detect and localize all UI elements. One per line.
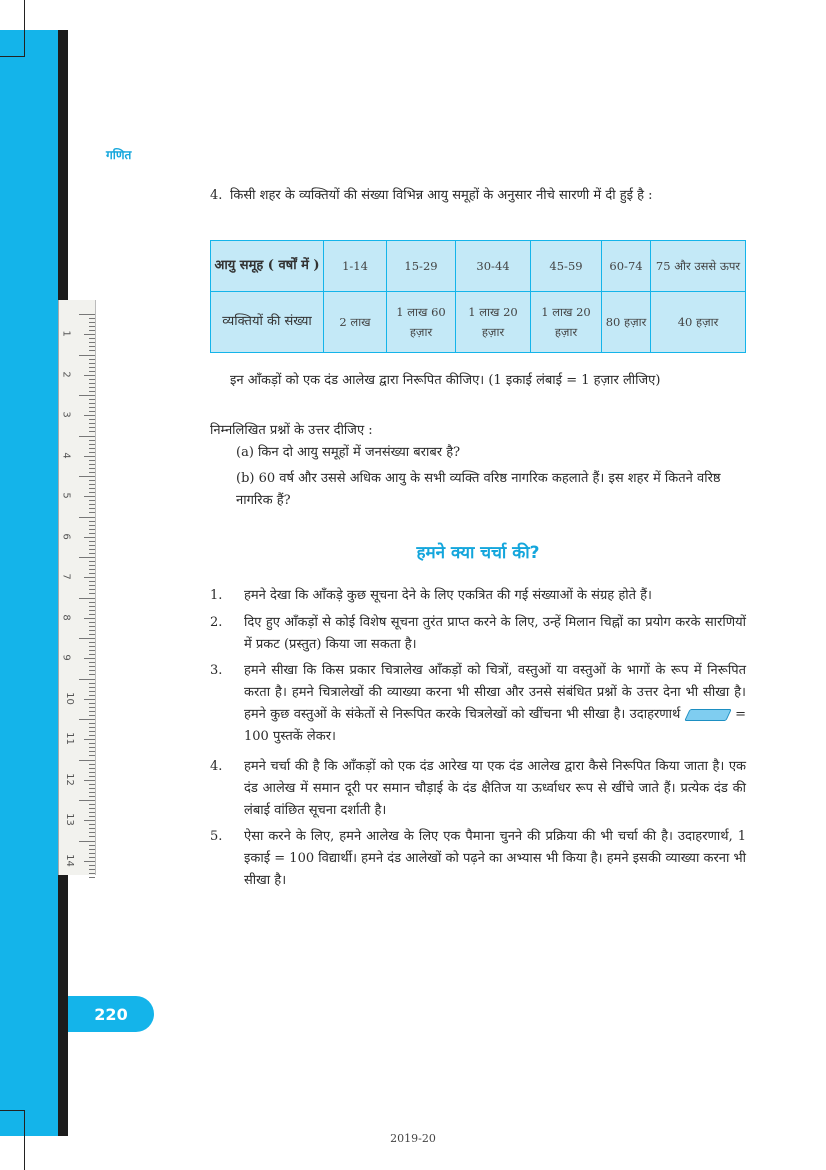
ruler-tick: [89, 816, 95, 817]
ruler-tick: [89, 626, 95, 627]
ruler-tick: [89, 472, 95, 473]
ruler-tick: [84, 739, 95, 740]
ruler-tick: [89, 431, 95, 432]
ruler-tick: [89, 812, 95, 813]
ruler-tick: [84, 780, 95, 781]
ruler-tick: [89, 541, 95, 542]
ruler-tick: [89, 383, 95, 384]
summary-point-5: [210, 826, 746, 892]
ruler-tick: [89, 521, 95, 522]
ruler-number: 5: [60, 492, 72, 499]
ruler-tick: [89, 776, 95, 777]
ruler-tick: [84, 496, 95, 497]
ruler-tick: [89, 602, 95, 603]
ruler-tick: [89, 853, 95, 854]
ruler-tick: [89, 869, 95, 870]
ruler-tick: [89, 836, 95, 837]
ruler-tick: [89, 342, 95, 343]
ruler-tick: [89, 565, 95, 566]
summary-point-1: [210, 585, 746, 607]
point-number: 3.: [210, 663, 223, 678]
table-cell: 1-14: [324, 241, 387, 292]
ruler-tick: [89, 379, 95, 380]
point-number: 5.: [210, 829, 223, 844]
ruler-number: 10: [63, 691, 75, 705]
ruler-tick: [79, 841, 95, 842]
ruler-number: 6: [60, 532, 72, 540]
page-number-tab: 220: [68, 996, 154, 1032]
ruler-number: 3: [60, 411, 72, 418]
ruler-tick: [89, 423, 95, 424]
summary-point-4: [210, 756, 746, 822]
table-header-age-group: आयु समूह ( वर्षों में ): [211, 241, 324, 292]
ruler-number: 11: [63, 732, 75, 745]
ruler-image: [58, 300, 96, 875]
table-cell: 15-29: [387, 241, 456, 292]
ruler-tick: [84, 577, 95, 578]
ruler-tick: [89, 784, 95, 785]
ruler-tick: [84, 375, 95, 376]
ruler-tick: [89, 346, 95, 347]
ruler-tick: [89, 448, 95, 449]
question-part-b: (b) 60 वर्ष और उससे अधिक आयु के सभी व्यक्ति वरिष्ठ नागरिक कहलाते हैं। इस शहर में कितने वरिष्ठ नागरिक हैं?: [236, 471, 721, 508]
ruler-tick: [89, 832, 95, 833]
ruler-tick: [89, 622, 95, 623]
ruler-number: 14: [63, 853, 75, 867]
ruler-tick: [89, 411, 95, 412]
ruler-tick: [89, 488, 95, 489]
ruler-tick: [89, 581, 95, 582]
ruler-tick: [89, 322, 95, 323]
ruler-number: 4: [60, 451, 72, 459]
ruler-tick: [89, 480, 95, 481]
ruler-tick: [89, 674, 95, 675]
ruler-tick: [89, 427, 95, 428]
table-row-counts: [211, 292, 746, 353]
ruler-tick: [89, 695, 95, 696]
ruler-tick: [89, 796, 95, 797]
ruler-tick: [89, 403, 95, 404]
ruler-tick: [89, 545, 95, 546]
section-heading: हमने क्या चर्चा की?: [416, 543, 540, 563]
ruler-tick: [89, 747, 95, 748]
question-part-a: (a) किन दो आयु समूहों में जनसंख्या बराबर है?: [236, 445, 461, 460]
ruler-tick: [79, 557, 95, 558]
ruler-tick: [89, 857, 95, 858]
ruler-tick: [89, 824, 95, 825]
ruler-tick: [79, 638, 95, 639]
question-4: [210, 185, 746, 207]
crop-mark-top: [0, 0, 25, 57]
question-text: किसी शहर के व्यक्तियों की संख्या विभिन्न आयु समूहों के अनुसार नीचे सारणी में दी हुई है :: [230, 188, 653, 203]
ruler-tick: [84, 658, 95, 659]
point-number: 2.: [210, 615, 223, 630]
ruler-number: 2: [60, 370, 72, 378]
summary-point-2: [210, 612, 746, 656]
table-cell: 80 हज़ार: [602, 292, 651, 353]
ruler-tick: [89, 371, 95, 372]
ruler-tick: [89, 683, 95, 684]
table-cell: 30-44: [456, 241, 531, 292]
ruler-tick: [84, 415, 95, 416]
ruler-tick: [89, 330, 95, 331]
ruler-tick: [89, 614, 95, 615]
ruler-tick: [79, 436, 95, 437]
point-number: 1.: [210, 588, 223, 603]
ruler-tick: [89, 338, 95, 339]
ruler-tick: [89, 873, 95, 874]
ruler-tick: [89, 529, 95, 530]
ruler-tick: [89, 606, 95, 607]
ruler-tick: [89, 715, 95, 716]
ruler-tick: [79, 476, 95, 477]
ruler-tick: [89, 808, 95, 809]
ruler-tick: [84, 456, 95, 457]
ruler-tick: [89, 525, 95, 526]
ruler-tick: [84, 820, 95, 821]
ruler-number: 8: [60, 613, 72, 621]
ruler-tick: [89, 468, 95, 469]
table-cell: 2 लाख: [324, 292, 387, 353]
point-text: हमने देखा कि आँकड़े कुछ सूचना देने के लिए एकत्रित की गई संख्याओं के संग्रह होते हैं।: [244, 588, 652, 603]
table-cell: 1 लाख 20 हज़ार: [456, 292, 531, 353]
ruler-tick: [89, 646, 95, 647]
table-cell: 60-74: [602, 241, 651, 292]
ruler-tick: [89, 492, 95, 493]
table-cell: 40 हज़ार: [651, 292, 746, 353]
ruler-number: 9: [60, 654, 72, 661]
ruler-tick: [89, 407, 95, 408]
table-header-people-count: व्यक्तियों की संख्या: [211, 292, 324, 353]
ruler-tick: [89, 845, 95, 846]
point-text: ऐसा करने के लिए, हमने आलेख के लिए एक पैमाना चुनने की प्रक्रिया की भी चर्चा की है। उदाहरणार्थ, 1 इकाई = 100 विद्यार्थी। हमने दंड आलेखों को पढ़ने का अभ्यास भी किया है। हमने इसकी व्याख्या करना भी सीखा है।: [244, 829, 746, 888]
side-color-band: [0, 30, 58, 1136]
ruler-tick: [89, 512, 95, 513]
ruler-tick: [89, 772, 95, 773]
table-cell: 75 और उससे ऊपर: [651, 241, 746, 292]
ruler-tick: [89, 654, 95, 655]
ruler-tick: [89, 662, 95, 663]
ruler-tick: [89, 642, 95, 643]
ruler-number: 7: [60, 573, 72, 580]
ruler-tick: [89, 788, 95, 789]
ruler-tick: [89, 828, 95, 829]
ruler-tick: [89, 877, 95, 878]
ruler-tick: [79, 355, 95, 356]
ruler-tick: [89, 585, 95, 586]
point-text: हमने चर्चा की है कि आँकड़ों को एक दंड आरेख या एक दंड आलेख द्वारा कैसे निरूपित किया जाता है। एक दंड आलेख में समान दूरी पर समान चौड़ाई के दंड क्षैतिज या ऊर्ध्वाधर रूप से खींचे जाते हैं। प्रत्येक दंड की लंबाई वांछित सूचना दर्शाती है।: [244, 759, 746, 818]
point-text: दिए हुए आँकड़ों से कोई विशेष सूचना तुरंत प्राप्त करने के लिए, उन्हें मिलान चिह्नों का प्रयोग करके सारणियों में प्रकट (प्रस्तुत) किया जा सकता है।: [244, 615, 746, 652]
age-group-table: [210, 240, 746, 353]
ruler-tick: [89, 419, 95, 420]
table-row-age-groups: [211, 241, 746, 292]
ruler-tick: [89, 484, 95, 485]
table-cell: 1 लाख 20 हज़ार: [531, 292, 602, 353]
ruler-tick: [89, 731, 95, 732]
ruler-tick: [89, 670, 95, 671]
ruler-tick: [89, 768, 95, 769]
ruler-tick: [89, 743, 95, 744]
point-text: हमने सीखा कि किस प्रकार चित्रालेख आँकड़ों को चित्रों, वस्तुओं या वस्तुओं के भागों के रूप में निरूपित करता है। हमने चित्रालेखों की व्याख्या करना भी सीखा और उनसे संबंधित प्रश्नों के उत्तर देना भी सीखा है। हमने कुछ वस्तुओं के संकेतों से निरूपित करके चित्रलेखों को खींचना भी सीखा है। उदाहरणार्थ: [244, 663, 746, 722]
ruler-tick: [89, 363, 95, 364]
ruler-tick: [84, 537, 95, 538]
table-cell: 45-59: [531, 241, 602, 292]
ruler-tick: [89, 703, 95, 704]
ruler-tick: [79, 679, 95, 680]
summary-point-3: [210, 660, 746, 748]
ruler-tick: [89, 553, 95, 554]
ruler-tick: [89, 367, 95, 368]
book-stack-icon: [684, 709, 732, 721]
ruler-tick: [89, 318, 95, 319]
ruler-tick: [89, 650, 95, 651]
ruler-tick: [89, 727, 95, 728]
ruler-tick: [89, 634, 95, 635]
ruler-tick: [89, 387, 95, 388]
ruler-tick: [79, 719, 95, 720]
ruler-tick: [79, 598, 95, 599]
ruler-number: 1: [60, 330, 72, 337]
ruler-tick: [89, 804, 95, 805]
ruler-tick: [89, 444, 95, 445]
ruler-tick: [89, 460, 95, 461]
ruler-tick: [89, 666, 95, 667]
ruler-tick: [89, 764, 95, 765]
ruler-tick: [79, 760, 95, 761]
ruler-tick: [89, 391, 95, 392]
ruler-tick: [89, 865, 95, 866]
ruler-tick: [89, 350, 95, 351]
ruler-tick: [84, 699, 95, 700]
ruler-tick: [89, 849, 95, 850]
point-number: 4.: [210, 759, 223, 774]
ruler-tick: [79, 314, 95, 315]
ruler-tick: [89, 464, 95, 465]
ruler-tick: [79, 800, 95, 801]
answer-lead: निम्नलिखित प्रश्नों के उत्तर दीजिए :: [210, 423, 373, 438]
ruler-tick: [89, 326, 95, 327]
ruler-number: 12: [63, 772, 75, 786]
ruler-tick: [89, 589, 95, 590]
ruler-tick: [89, 711, 95, 712]
ruler-tick: [89, 359, 95, 360]
ruler-tick: [89, 630, 95, 631]
ruler-tick: [89, 593, 95, 594]
ruler-tick: [89, 569, 95, 570]
table-note: इन आँकड़ों को एक दंड आलेख द्वारा निरूपित कीजिए। (1 इकाई लंबाई = 1 हज़ार लीजिए): [230, 373, 661, 388]
ruler-tick: [89, 504, 95, 505]
ruler-tick: [89, 707, 95, 708]
subject-header: गणित: [106, 148, 132, 162]
question-number: 4.: [210, 188, 223, 203]
ruler-tick: [84, 618, 95, 619]
ruler-tick: [89, 723, 95, 724]
ruler-tick: [89, 561, 95, 562]
ruler-tick: [89, 508, 95, 509]
ruler-tick: [89, 691, 95, 692]
ruler-tick: [89, 792, 95, 793]
ruler-tick: [79, 517, 95, 518]
ruler-number: 13: [63, 813, 75, 826]
ruler-tick: [79, 395, 95, 396]
ruler-tick: [89, 533, 95, 534]
ruler-tick: [84, 861, 95, 862]
ruler-tick: [89, 735, 95, 736]
ruler-tick: [89, 452, 95, 453]
ruler-tick: [89, 500, 95, 501]
ruler-tick: [89, 573, 95, 574]
ruler-tick: [89, 440, 95, 441]
ruler-tick: [89, 549, 95, 550]
ruler-tick: [89, 755, 95, 756]
ruler-tick: [89, 751, 95, 752]
ruler-tick: [89, 687, 95, 688]
ruler-tick: [84, 334, 95, 335]
table-cell: 1 लाख 60 हज़ार: [387, 292, 456, 353]
ruler-tick: [89, 610, 95, 611]
footer-year: 2019-20: [390, 1132, 436, 1145]
point-text-after-icon: = 100 पुस्तकें लेकर।: [244, 707, 746, 744]
ruler-tick: [89, 399, 95, 400]
